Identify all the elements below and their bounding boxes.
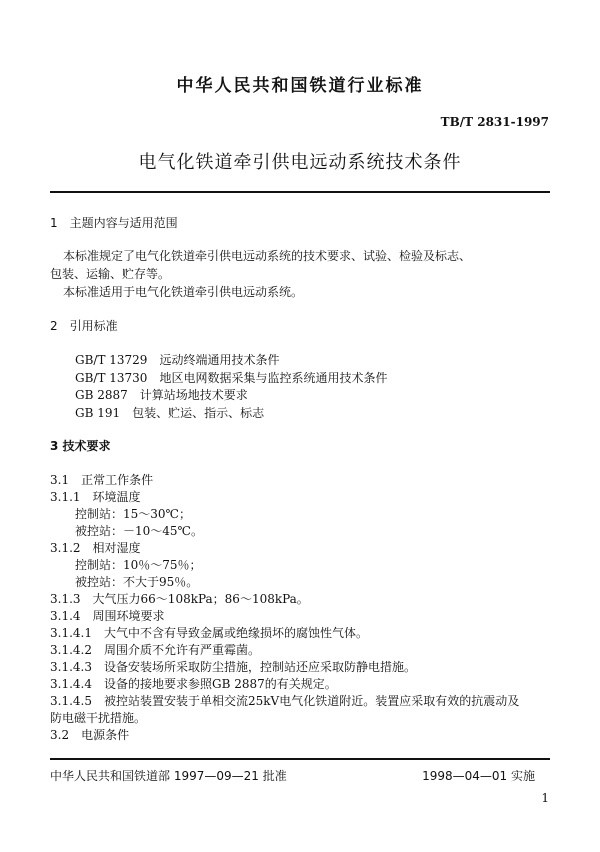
clause-line: 3.1.4.5 被控站装置安装于单相交流25kV电气化铁道附近。装置应采取有效的抗震动及 [50, 694, 520, 708]
reference-item: GB 191 包装、贮运、指示、标志 [75, 406, 265, 420]
clause-line: 控制站：15～30℃； [75, 507, 191, 521]
section-2-heading: 2 引用标准 [50, 319, 118, 333]
section-1-heading: 1 主题内容与适用范围 [50, 216, 178, 230]
reference-item: GB/T 13730 地区电网数据采集与监控系统通用技术条件 [75, 371, 388, 385]
reference-item: GB/T 13729 远动终端通用技术条件 [75, 353, 280, 367]
clause-line: 3.1.1 环境温度 [50, 490, 141, 504]
clause-line: 防电磁干扰措施。 [50, 711, 147, 725]
clause-line: 3.1.4.1 大气中不含有导致金属或绝缘损坏的腐蚀性气体。 [50, 626, 368, 640]
clause-line: 3.1.2 相对湿度 [50, 541, 141, 555]
section-1-para-1a: 本标准规定了电气化铁道牵引供电远动系统的技术要求、试验、检验及标志、 [63, 249, 472, 263]
clause-line: 控制站：10％～75％； [75, 558, 202, 572]
footer-rule [50, 758, 550, 760]
effective-date: 1998—04—01 实施 [422, 769, 535, 783]
clause-line: 3.1.4.4 设备的接地要求参照GB 2887的有关规定。 [50, 677, 337, 691]
approval-line: 中华人民共和国铁道部 1997—09—21 批准 [50, 769, 287, 783]
clause-line: 3.2 电源条件 [50, 728, 130, 742]
section-1-para-1b: 包装、运输、贮存等。 [50, 267, 171, 281]
document-title: 电气化铁道牵引供电远动系统技术条件 [138, 152, 462, 173]
section-3-heading: 3 技术要求 [50, 439, 111, 453]
clause-line: 被控站：－10～45℃。 [75, 524, 203, 538]
header-rule [50, 191, 550, 193]
clause-line: 3.1.4.2 周围介质不允许有严重霉菌。 [50, 643, 260, 657]
clause-line: 3.1 正常工作条件 [50, 473, 154, 487]
section-1-para-2: 本标准适用于电气化铁道牵引供电远动系统。 [63, 285, 304, 299]
standard-number: TB/T 2831-1997 [440, 115, 549, 129]
clause-line: 3.1.4.3 设备安装场所采取防尘措施，控制站还应采取防静电措施。 [50, 660, 416, 674]
clause-line: 3.1.3 大气压力66～108kPa；86～108kPa。 [50, 592, 309, 606]
reference-item: GB 2887 计算站场地技术要求 [75, 388, 248, 402]
clause-line: 3.1.4 周围环境要求 [50, 609, 165, 623]
org-title: 中华人民共和国铁道行业标准 [176, 76, 424, 96]
page-number: 1 [541, 791, 549, 805]
clause-line: 被控站：不大于95％。 [75, 575, 199, 589]
